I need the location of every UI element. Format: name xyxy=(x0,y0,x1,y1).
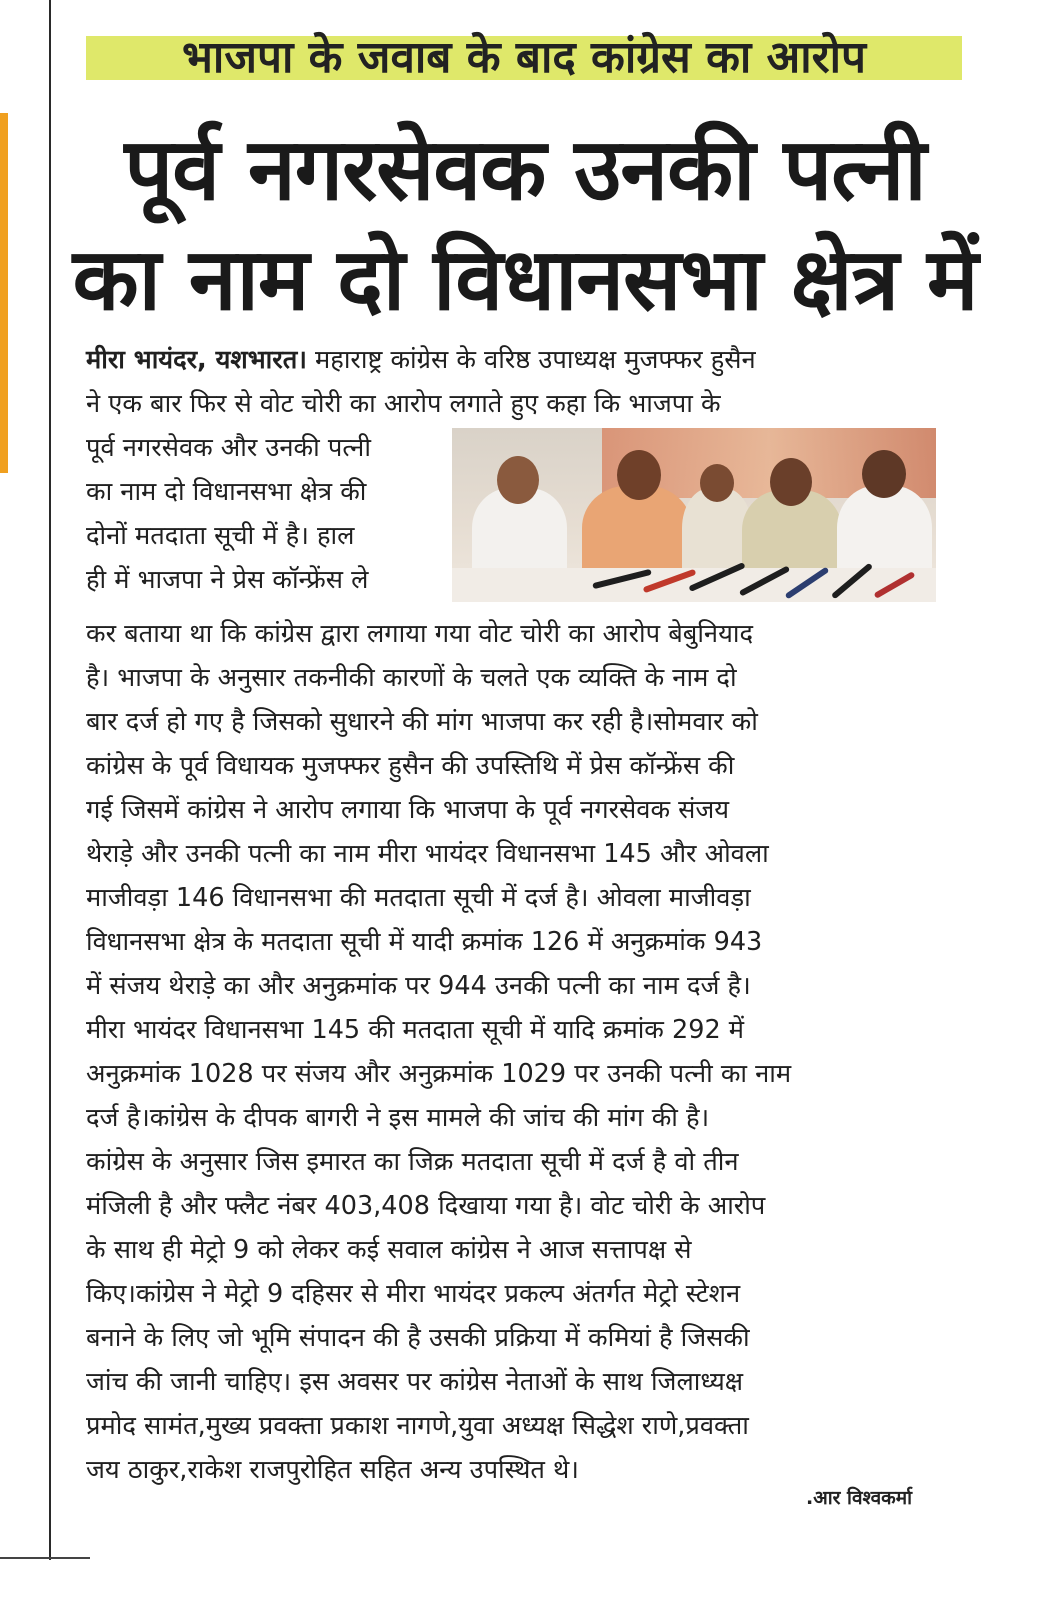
article-line: में संजय थेराड़े का और अनुक्रमांक पर 944 उनकी पत्नी का नाम दर्ज है। xyxy=(86,971,751,1001)
article-line: है। भाजपा के अनुसार तकनीकी कारणों के चलते एक व्यक्ति के नाम दो xyxy=(86,663,737,693)
article-line: जांच की जानी चाहिए। इस अवसर पर कांग्रेस नेताओं के साथ जिलाध्यक्ष xyxy=(86,1367,744,1397)
article-line: बनाने के लिए जो भूमि संपादन की है उसकी प्रक्रिया में कमियां है जिसकी xyxy=(86,1323,750,1353)
article-line: के साथ ही मेट्रो 9 को लेकर कई सवाल कांग्रेस ने आज सत्तापक्ष से xyxy=(86,1235,692,1265)
article-line: बार दर्ज हो गए है जिसको सुधारने की मांग भाजपा कर रही है।सोमवार को xyxy=(86,707,758,737)
bottom-rule xyxy=(0,1557,90,1559)
article-line-1-text: महाराष्ट्र कांग्रेस के वरिष्ठ उपाध्यक्ष मुजफ्फर हुसैन xyxy=(306,345,756,375)
article-line: कर बताया था कि कांग्रेस द्वारा लगाया गया वोट चोरी का आरोप बेबुनियाद xyxy=(86,619,754,649)
page-edge-marker xyxy=(0,113,8,473)
article-line: जय ठाकुर,राकेश राजपुरोहित सहित अन्य उपस्थित थे। xyxy=(86,1455,579,1485)
person-head xyxy=(770,458,812,506)
article-line: दर्ज है।कांग्रेस के दीपक बागरी ने इस मामले की जांच की मांग की है। xyxy=(86,1103,710,1133)
press-conference-photo xyxy=(452,428,936,602)
person-head xyxy=(862,450,906,498)
article-line: मीरा भायंदर विधानसभा 145 की मतदाता सूची में यादि क्रमांक 292 में xyxy=(86,1015,745,1045)
article-line: दोनों मतदाता सूची में है। हाल xyxy=(86,521,355,551)
article-line: ही में भाजपा ने प्रेस कॉन्फ्रेंस ले xyxy=(86,565,369,595)
article-line-1 xyxy=(86,342,756,378)
article-line: थेराड़े और उनकी पत्नी का नाम मीरा भायंदर विधानसभा 145 और ओवला xyxy=(86,839,769,869)
article-line: का नाम दो विधानसभा क्षेत्र की xyxy=(86,477,367,507)
article-line: प्रमोद सामंत,मुख्य प्रवक्ता प्रकाश नागणे,युवा अध्यक्ष सिद्धेश राणे,प्रवक्ता xyxy=(86,1411,749,1441)
article-line: माजीवड़ा 146 विधानसभा की मतदाता सूची में दर्ज है। ओवला माजीवड़ा xyxy=(86,883,751,913)
reporter-credit: .आर विश्वकर्मा xyxy=(806,1487,913,1509)
person-head xyxy=(700,464,734,502)
article-line: ने एक बार फिर से वोट चोरी का आरोप लगाते हुए कहा कि भाजपा के xyxy=(86,389,721,419)
article-line: गई जिसमें कांग्रेस ने आरोप लगाया कि भाजपा के पूर्व नगरसेवक संजय xyxy=(86,795,730,825)
article-line: किए।कांग्रेस ने मेट्रो 9 दहिसर से मीरा भायंदर प्रकल्प अंतर्गत मेट्रो स्टेशन xyxy=(86,1279,741,1309)
dateline: मीरा भायंदर, यशभारत। xyxy=(86,345,307,375)
kicker-banner xyxy=(86,32,962,83)
person-head xyxy=(497,456,539,504)
person-head xyxy=(617,450,661,500)
article-line: कांग्रेस के अनुसार जिस इमारत का जिक्र मतदाता सूची में दर्ज है वो तीन xyxy=(86,1147,739,1177)
headline-line-2: का नाम दो विधानसभा क्षेत्र में xyxy=(72,230,978,330)
kicker-text: भाजपा के जवाब के बाद कांग्रेस का आरोप xyxy=(182,32,866,83)
article-line: मंजिली है और फ्लैट नंबर 403,408 दिखाया गया है। वोट चोरी के आरोप xyxy=(86,1191,766,1221)
article-line: विधानसभा क्षेत्र के मतदाता सूची में यादी क्रमांक 126 में अनुक्रमांक 943 xyxy=(86,927,763,957)
column-rule xyxy=(49,0,51,1560)
article-line: कांग्रेस के पूर्व विधायक मुजफ्फर हुसैन की उपस्तिथि में प्रेस कॉन्फ्रेंस की xyxy=(86,751,735,781)
article-line: अनुक्रमांक 1028 पर संजय और अनुक्रमांक 1029 पर उनकी पत्नी का नाम xyxy=(86,1059,792,1089)
headline-line-1: पूर्व नगरसेवक उनकी पत्नी xyxy=(124,120,926,220)
article-line: पूर्व नगरसेवक और उनकी पत्नी xyxy=(86,433,371,463)
